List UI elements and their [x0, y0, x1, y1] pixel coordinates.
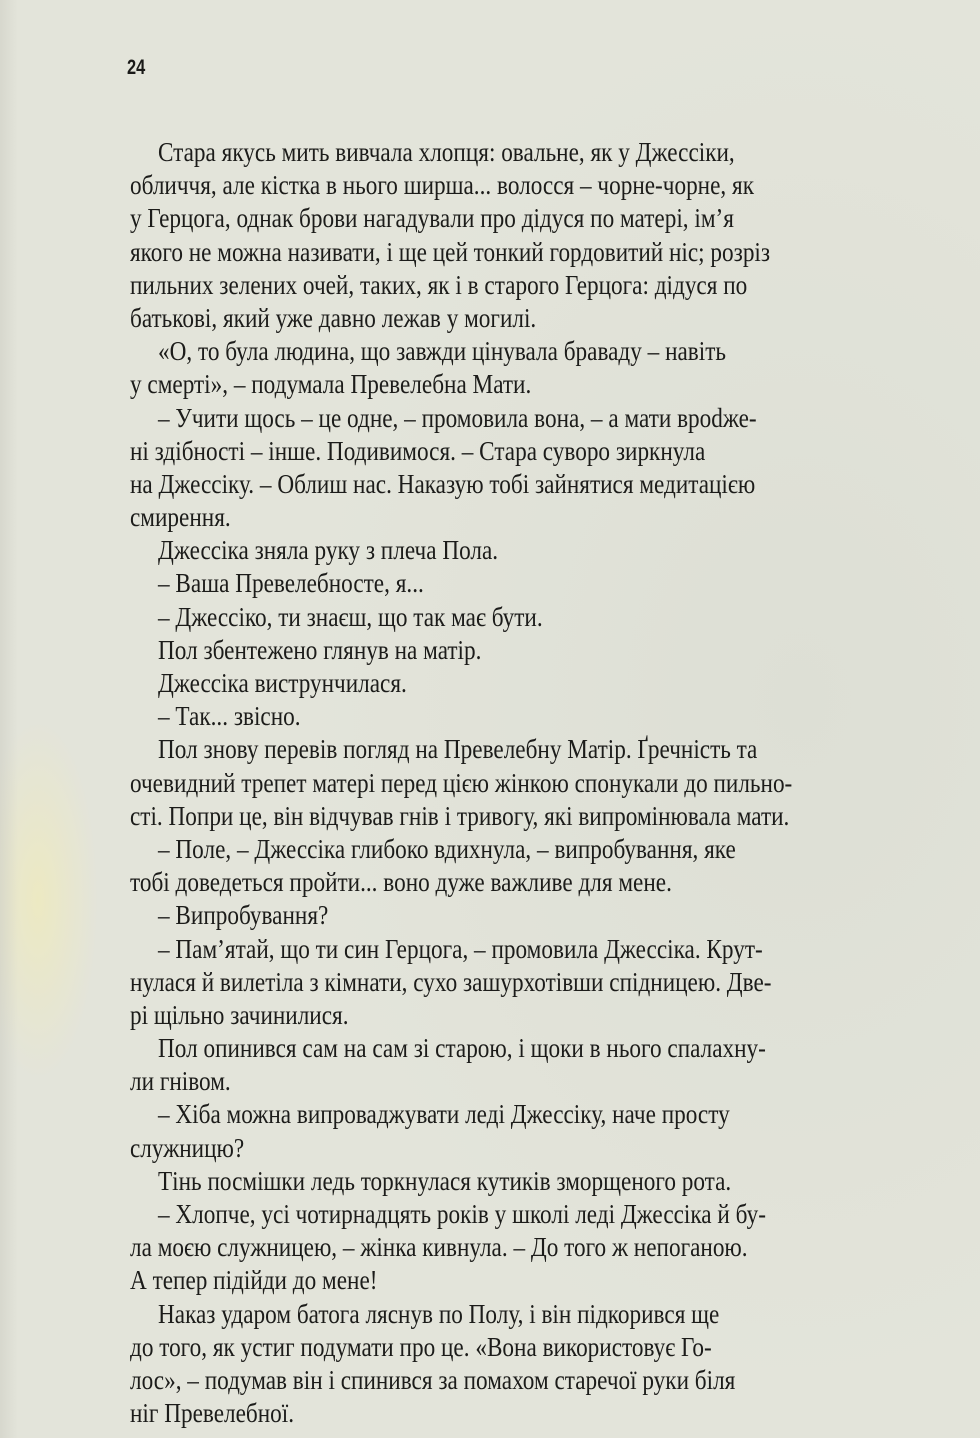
text-line: – Ваша Превелебносте, я...: [158, 568, 424, 599]
text-line: на Джессіку. – Облиш нас. Наказую тобі зайнятися медитацією: [130, 468, 756, 499]
text-line: «О, то була людина, що завжди цінувала браваду – навіть: [158, 336, 726, 367]
text-line: Джессіка зняла руку з плеча Пола.: [158, 535, 499, 566]
text-line: у смерті», – подумала Превелебна Мати.: [130, 369, 532, 400]
text-line: ні здібності – інше. Подивимося. – Стара суворо зиркнула: [130, 435, 706, 466]
page-number: 24: [127, 56, 146, 79]
text-line: тобі доведеться пройти... воно дуже важливе для мене.: [130, 867, 672, 898]
text-line: – Учити щось – це одне, – промовила вона, – а мати врodже-: [158, 402, 757, 433]
text-line: Пол опинився сам на сам зі старою, і щоки в нього спалахну-: [158, 1033, 766, 1064]
text-line: лос», – подумав він і спинився за помахом старечої руки біля: [130, 1364, 736, 1395]
text-line: якого не можна називати, і ще цей тонкий гордовитий ніс; розріз: [130, 236, 771, 267]
text-line: – Пам’ятай, що ти син Герцога, – промовила Джессіка. Крут-: [158, 933, 763, 964]
text-line: нулася й вилетіла з кімнати, сухо зашурхотівши спідницею. Две-: [130, 966, 772, 997]
text-line: ла моєю служницею, – жінка кивнула. – До того ж непоганою.: [130, 1232, 748, 1263]
text-line: – Поле, – Джессіка глибоко вдихнула, – випробування, яке: [158, 833, 736, 864]
text-line: Стара якусь мить вивчала хлопця: овальне, як у Джессіки,: [158, 137, 735, 167]
text-line: – Хіба можна випроваджувати леді Джессіку, наче просту: [158, 1099, 730, 1130]
text-line: очевидний трепет матері перед цією жінкою спонукали до пильно-: [130, 767, 793, 798]
text-line: – Випробування?: [158, 900, 329, 931]
text-line: ніг Превелебної.: [130, 1398, 295, 1429]
text-line: рі щільно зачинилися.: [130, 999, 349, 1030]
text-line: служницю?: [130, 1132, 245, 1163]
text-line: обличчя, але кістка в нього ширша... волосся – чорне-чорне, як: [130, 170, 754, 201]
text-line: А тепер підійди до мене!: [130, 1265, 378, 1296]
text-line: Наказ ударом батога ляснув по Полу, і він підкорився ще: [158, 1298, 720, 1329]
text-line: у Герцога, однак брови нагадували про дідуся по матері, ім’я: [130, 203, 734, 234]
text-line: ли гнівом.: [130, 1066, 231, 1097]
text-line: смирення.: [130, 502, 231, 533]
body-text: [130, 136, 926, 1430]
text-line: Пол збентежено глянув на матір.: [158, 634, 482, 665]
text-line: пильних зелених очей, таких, як і в старого Герцога: дідуся по: [130, 269, 748, 300]
text-line: Джессіка виструнчилася.: [158, 668, 407, 698]
text-line: Тінь посмішки ледь торкнулася кутиків зморщеного рота.: [158, 1165, 732, 1196]
text-line: – Хлопче, усі чотирнадцять років у школі леді Джессіка й бу-: [158, 1199, 766, 1229]
text-line: – Так... звісно.: [158, 701, 301, 732]
text-line: батькові, який уже давно лежав у могилі.: [130, 302, 537, 333]
text-line: сті. Попри це, він відчував гнів і тривогу, які випромінювала мати.: [130, 800, 790, 831]
text-line: Пол знову перевів погляд на Превелебну Матір. Ґречність та: [158, 734, 758, 765]
text-line: – Джессіко, ти знаєш, що так має бути.: [158, 601, 543, 632]
text-line: до того, як устиг подумати про це. «Вона використовує Го-: [130, 1331, 712, 1362]
